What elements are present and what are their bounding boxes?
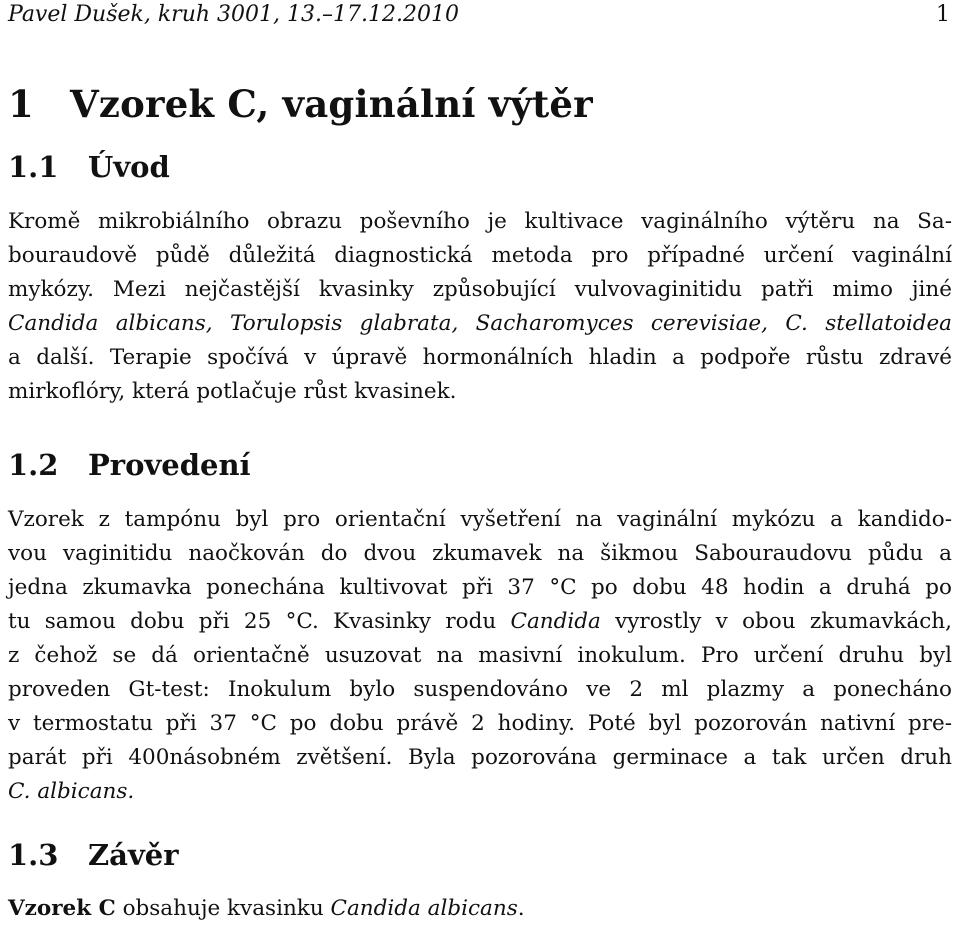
paragraph-line-species: C. albicans. [8, 779, 135, 804]
subsection-heading-zaver [8, 838, 179, 872]
subsection-heading-uvod [8, 150, 170, 184]
paragraph-zaver [8, 892, 952, 926]
subsection-number: 1.2 [8, 448, 59, 482]
paragraph-line: Kromě mikrobiálního obrazu poševního je kultivace vaginálního výtěru na Sa- [8, 209, 952, 234]
page-header [8, 2, 952, 30]
page-number: 1 [936, 2, 950, 27]
paragraph-line: mykózy. Mezi nejčastější kvasinky způsobující vulvovaginitidu patři mimo jiné [8, 277, 952, 302]
paragraph-line: mirkoflóry, která potlačuje růst kvasinek. [8, 379, 457, 404]
paragraph-line: a další. Terapie spočívá v úpravě hormonálních hladin a podpoře růstu zdravé [8, 345, 952, 370]
subsection-title: Provedení [88, 448, 251, 482]
species-name: Candida albicans [330, 896, 518, 921]
subsection-heading-provedeni [8, 448, 251, 482]
section-number: 1 [8, 82, 34, 126]
paragraph-line-species: Candida albicans, Torulopsis glabrata, Sacharomyces cerevisiae, C. stellatoidea [8, 311, 952, 336]
header-author-date: Pavel Dušek, kruh 3001, 13.–17.12.2010 [8, 2, 459, 27]
text-run: . [517, 896, 525, 921]
conclusion-line [8, 892, 952, 926]
paragraph-line: proveden Gt-test: Inokulum bylo suspendováno ve 2 ml plazmy a ponecháno [8, 677, 952, 702]
paragraph-line: parát při 400násobném zvětšení. Byla pozorována germinace a tak určen druh [8, 745, 952, 770]
subsection-title: Úvod [88, 150, 170, 184]
paragraph-line: z čehož se dá orientačně usuzovat na masivní inokulum. Pro určení druhu byl [8, 643, 952, 668]
section-title: Vzorek C, vaginální výtěr [70, 82, 593, 126]
paragraph-line: bouraudově půdě důležitá diagnostická metoda pro případné určení vaginální [8, 243, 952, 268]
paragraph-line: Vzorek z tampónu byl pro orientační vyšetření na vaginální mykózu a kandido- [8, 507, 952, 532]
text-run: vyrostly v obou zkumavkách, [600, 609, 952, 634]
paragraph-provedeni [8, 503, 952, 809]
subsection-title: Závěr [88, 838, 179, 872]
conclusion-sample: Vzorek C [8, 896, 116, 921]
section-heading [8, 82, 593, 126]
species-name: Candida [510, 609, 601, 634]
paragraph-line: v termostatu při 37 °C po dobu právě 2 hodiny. Poté byl pozorován nativní pre- [8, 711, 952, 736]
paragraph-uvod [8, 205, 952, 409]
subsection-number: 1.1 [8, 150, 59, 184]
text-run: tu samou dobu při 25 °C. Kvasinky rodu [8, 609, 511, 634]
paragraph-line-mixed [8, 605, 952, 639]
text-run: obsahuje kvasinku [115, 896, 331, 921]
paragraph-line: jedna zkumavka ponechána kultivovat při 37 °C po dobu 48 hodin a druhá po [8, 575, 952, 600]
paragraph-line: vou vaginitidu naočkován do dvou zkumavek na šikmou Sabouraudovu půdu a [8, 541, 952, 566]
subsection-number: 1.3 [8, 838, 59, 872]
